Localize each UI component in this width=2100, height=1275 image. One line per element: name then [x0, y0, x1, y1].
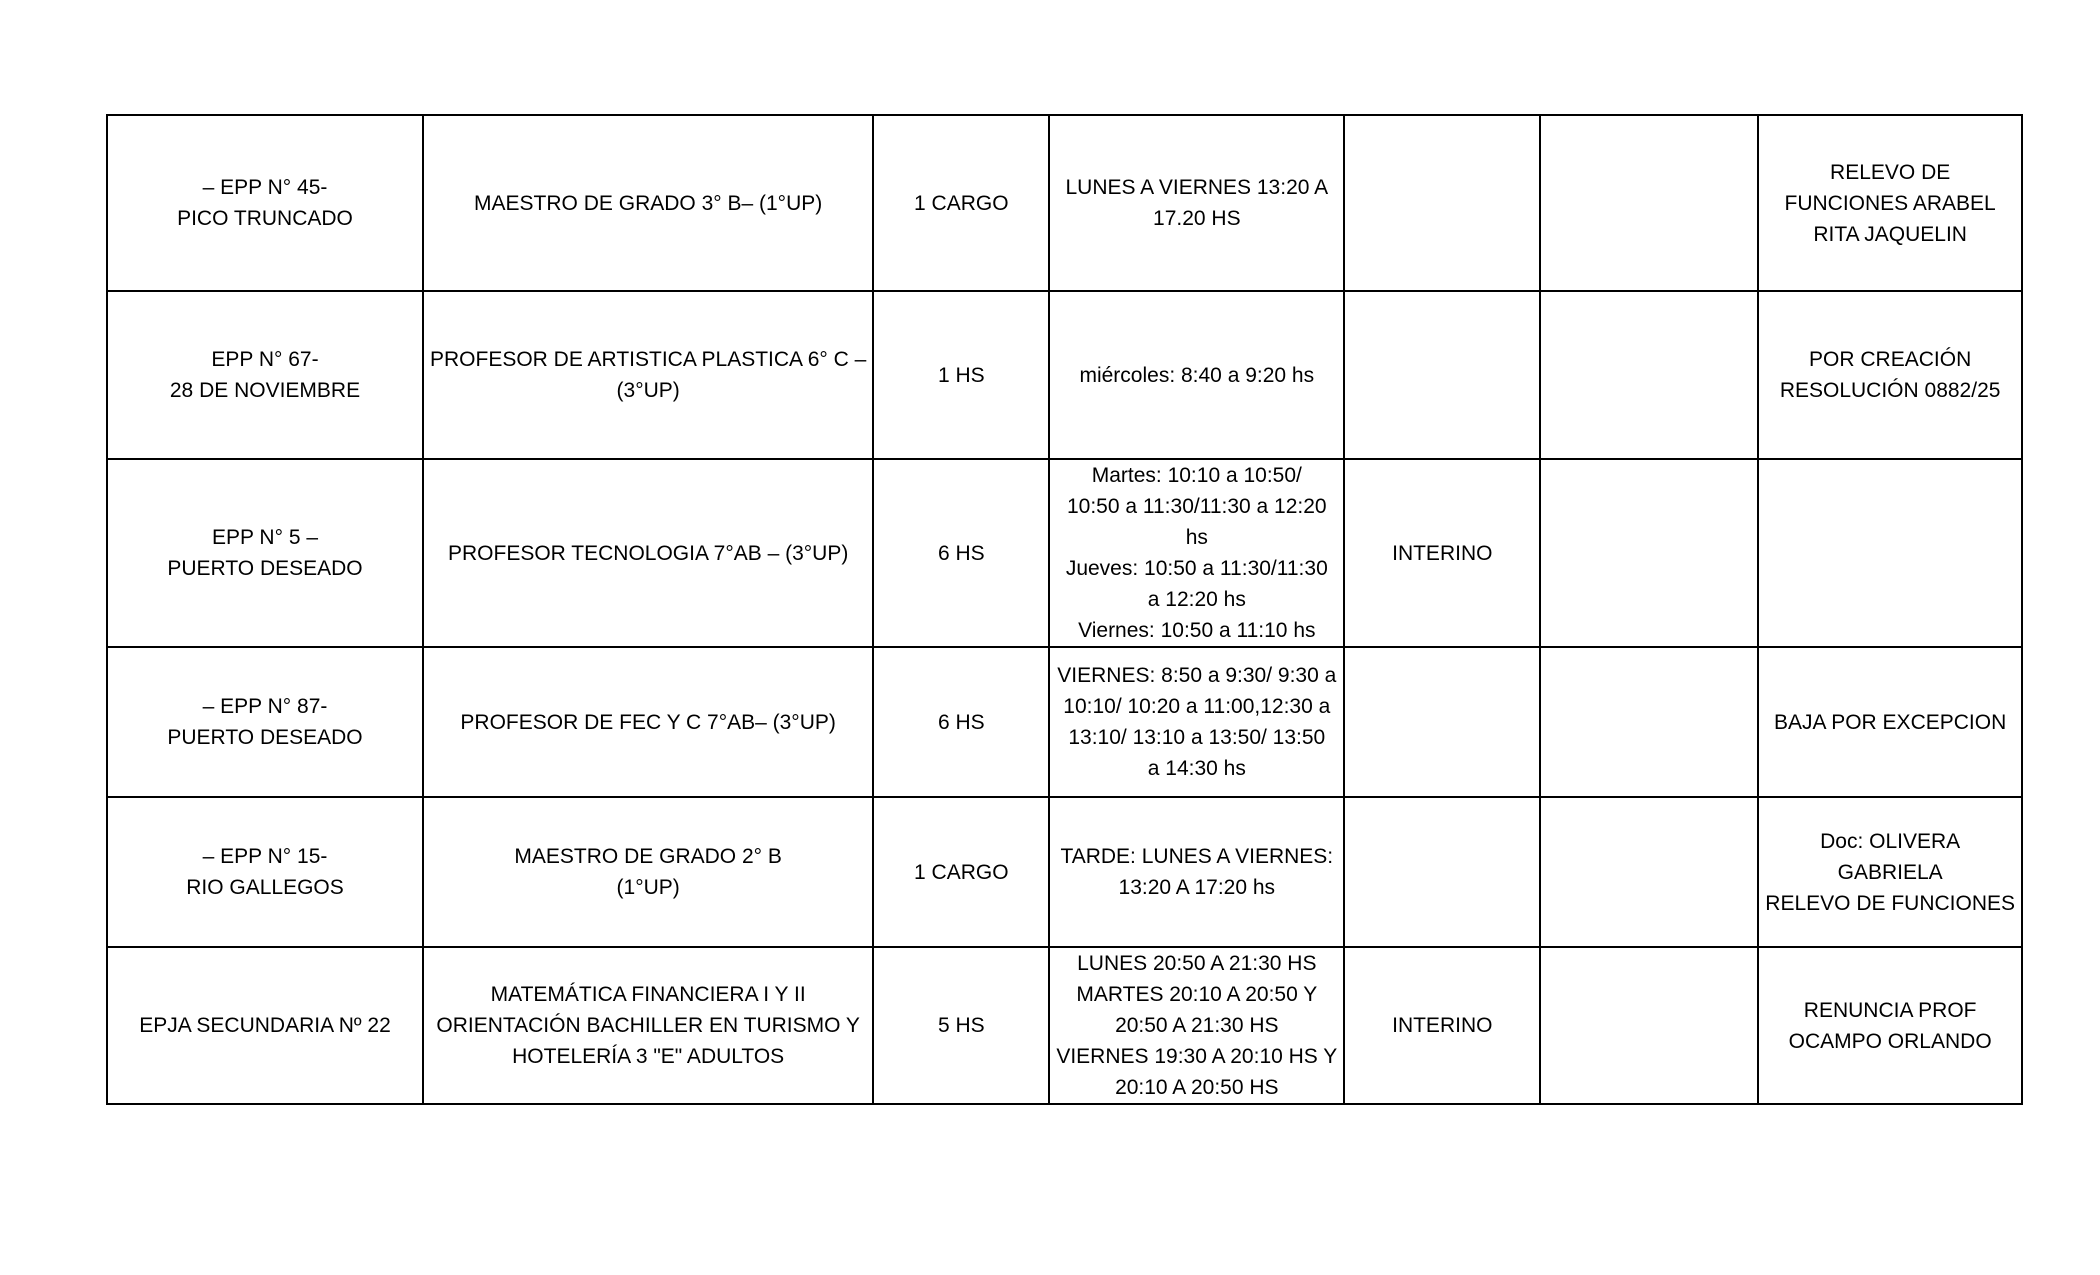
school-line: – EPP N° 45- — [202, 176, 328, 199]
school-line: RIO GALLEGOS — [186, 876, 344, 899]
observation-cell — [1758, 947, 2022, 1104]
position-cell — [423, 459, 873, 647]
status-cell — [1344, 947, 1540, 1104]
position-line: HOTELERÍA 3 "E" ADULTOS — [512, 1045, 785, 1068]
status-cell — [1344, 115, 1540, 291]
schedule-line: MARTES 20:10 A 20:50 Y — [1076, 983, 1318, 1006]
schedule-line: VIERNES: 8:50 a 9:30/ 9:30 a — [1057, 664, 1337, 687]
school-cell — [107, 459, 423, 647]
load-text: 1 CARGO — [914, 191, 1009, 215]
school-cell — [107, 291, 423, 459]
load-cell — [873, 291, 1049, 459]
position-line: PROFESOR DE FEC Y C 7°AB– (3°UP) — [460, 710, 836, 734]
observation-line: GABRIELA — [1837, 860, 1943, 884]
status-cell — [1344, 459, 1540, 647]
schedule-line: TARDE: LUNES A VIERNES: — [1060, 845, 1334, 868]
position-cell — [423, 797, 873, 947]
school-line: EPJA SECUNDARIA Nº 22 — [139, 1014, 391, 1037]
position-line: (1°UP) — [616, 876, 680, 899]
school-cell — [107, 947, 423, 1104]
extra-cell — [1540, 459, 1758, 647]
schedule-line: VIERNES 19:30 A 20:10 HS Y — [1056, 1045, 1338, 1068]
schedule-line: Viernes: 10:50 a 11:10 hs — [1078, 619, 1316, 642]
position-line: MAESTRO DE GRADO 2° B — [514, 845, 782, 868]
load-cell — [873, 947, 1049, 1104]
schedule-line: Martes: 10:10 a 10:50/ — [1091, 464, 1302, 487]
table-row — [107, 797, 2022, 947]
table-row — [107, 291, 2022, 459]
observation-line: RITA JAQUELIN — [1813, 222, 1967, 246]
school-cell — [107, 647, 423, 797]
observation-line: RELEVO DE — [1830, 160, 1951, 184]
observation-cell — [1758, 797, 2022, 947]
school-cell — [107, 115, 423, 291]
schedule-cell — [1049, 459, 1344, 647]
school-line: – EPP N° 15- — [202, 845, 328, 868]
status-text: INTERINO — [1392, 1014, 1493, 1037]
status-text: INTERINO — [1392, 541, 1493, 565]
table-row — [107, 459, 2022, 647]
position-cell — [423, 947, 873, 1104]
observation-line: POR CREACIÓN — [1809, 348, 1972, 371]
status-cell — [1344, 797, 1540, 947]
schedule-cell — [1049, 115, 1344, 291]
table-body — [107, 115, 2022, 1104]
load-text: 1 HS — [937, 363, 985, 387]
status-cell — [1344, 647, 1540, 797]
observation-line: FUNCIONES ARABEL — [1784, 191, 1996, 215]
school-line: EPP N° 67- — [211, 348, 319, 371]
extra-cell — [1540, 115, 1758, 291]
observation-line: RENUNCIA PROF — [1803, 998, 1977, 1022]
schedule-line: a 12:20 hs — [1147, 588, 1246, 611]
vacancy-table — [106, 114, 2023, 1105]
schedule-line: 10:10/ 10:20 a 11:00,12:30 a — [1063, 695, 1331, 718]
schedule-cell — [1049, 947, 1344, 1104]
observation-line: RESOLUCIÓN 0882/25 — [1779, 379, 2001, 402]
observation-cell — [1758, 291, 2022, 459]
schedule-line: 13:20 A 17:20 hs — [1118, 876, 1276, 899]
schedule-line: Jueves: 10:50 a 11:30/11:30 — [1065, 557, 1328, 580]
position-line: (3°UP) — [616, 379, 680, 402]
position-line: ORIENTACIÓN BACHILLER EN TURISMO Y — [436, 1014, 860, 1037]
observation-line: BAJA POR EXCEPCION — [1774, 710, 2007, 734]
school-line: EPP N° 5 – — [211, 526, 319, 549]
table-row — [107, 647, 2022, 797]
observation-cell — [1758, 647, 2022, 797]
schedule-line: 20:10 A 20:50 HS — [1115, 1076, 1279, 1099]
extra-cell — [1540, 647, 1758, 797]
school-line: PICO TRUNCADO — [177, 207, 353, 230]
position-line: MAESTRO DE GRADO 3° B– (1°UP) — [474, 191, 823, 215]
observation-cell — [1758, 115, 2022, 291]
load-text: 1 CARGO — [914, 860, 1009, 884]
load-text: 6 HS — [937, 710, 985, 734]
load-cell — [873, 115, 1049, 291]
status-cell — [1344, 291, 1540, 459]
observation-cell — [1758, 459, 2022, 647]
position-line: MATEMÁTICA FINANCIERA I Y II — [490, 983, 806, 1006]
schedule-line: 17.20 HS — [1153, 207, 1241, 230]
load-text: 6 HS — [937, 541, 985, 565]
school-line: PUERTO DESEADO — [167, 557, 363, 580]
table-row — [107, 115, 2022, 291]
table-row — [107, 947, 2022, 1104]
schedule-line: LUNES 20:50 A 21:30 HS — [1077, 952, 1317, 975]
extra-cell — [1540, 291, 1758, 459]
position-cell — [423, 291, 873, 459]
schedule-line: 20:50 A 21:30 HS — [1115, 1014, 1279, 1037]
schedule-line: miércoles: 8:40 a 9:20 hs — [1079, 363, 1315, 387]
observation-line: RELEVO DE FUNCIONES — [1765, 891, 2015, 915]
position-cell — [423, 647, 873, 797]
position-line: PROFESOR DE ARTISTICA PLASTICA 6° C – — [430, 348, 867, 371]
load-cell — [873, 459, 1049, 647]
schedule-line: 13:10/ 13:10 a 13:50/ 13:50 — [1068, 726, 1326, 749]
school-line: 28 DE NOVIEMBRE — [169, 379, 361, 402]
position-line: PROFESOR TECNOLOGIA 7°AB – (3°UP) — [447, 541, 849, 565]
schedule-line: a 14:30 hs — [1147, 757, 1246, 780]
load-cell — [873, 797, 1049, 947]
observation-line: Doc: OLIVERA — [1820, 829, 1961, 853]
schedule-cell — [1049, 797, 1344, 947]
schedule-cell — [1049, 291, 1344, 459]
school-line: PUERTO DESEADO — [167, 726, 363, 749]
schedule-cell — [1049, 647, 1344, 797]
schedule-line: hs — [1185, 526, 1208, 549]
extra-cell — [1540, 947, 1758, 1104]
school-cell — [107, 797, 423, 947]
load-text: 5 HS — [937, 1014, 985, 1037]
schedule-line: 10:50 a 11:30/11:30 a 12:20 — [1066, 495, 1327, 518]
extra-cell — [1540, 797, 1758, 947]
position-cell — [423, 115, 873, 291]
observation-line: OCAMPO ORLANDO — [1788, 1029, 1992, 1053]
load-cell — [873, 647, 1049, 797]
schedule-line: LUNES A VIERNES 13:20 A — [1065, 176, 1329, 199]
school-line: – EPP N° 87- — [202, 695, 328, 718]
